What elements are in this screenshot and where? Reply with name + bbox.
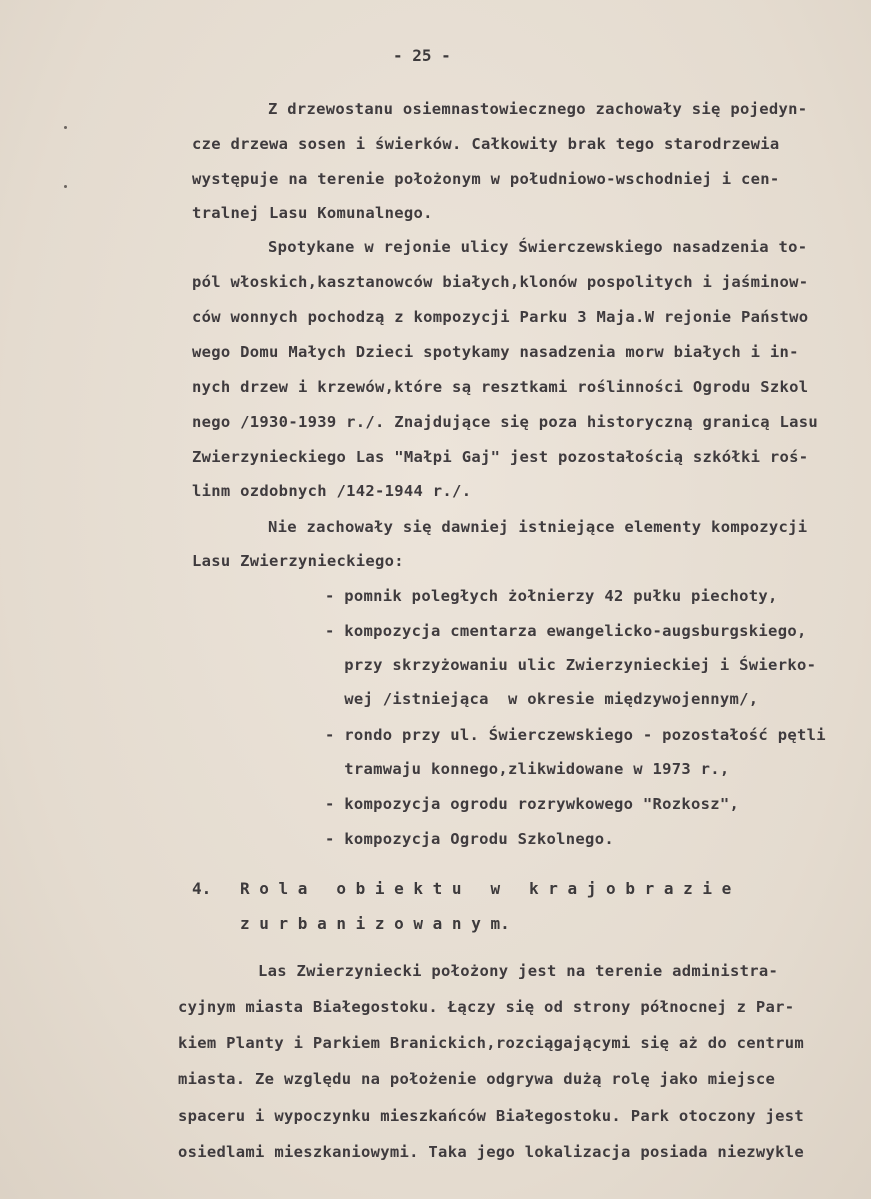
margin-mark <box>64 126 67 129</box>
text-line: występuje na terenie położonym w południowo-wschodniej i cen- <box>192 170 780 188</box>
text-line: wego Domu Małych Dzieci spotykamy nasadzenia morw białych i in- <box>192 343 799 361</box>
list-item: przy skrzyżowaniu ulic Zwierzynieckiej i Świerko- <box>325 656 817 674</box>
list-item: tramwaju konnego,zlikwidowane w 1973 r., <box>325 760 730 778</box>
text-line: Zwierzynieckiego Las "Małpi Gaj" jest pozostałością szkółki roś- <box>192 448 809 466</box>
margin-mark <box>64 185 67 188</box>
text-line: osiedlami mieszkaniowymi. Taka jego lokalizacja posiada niezwykle <box>178 1143 805 1161</box>
list-item: - kompozycja ogrodu rozrywkowego "Rozkosz", <box>325 795 740 813</box>
list-item: - pomnik poległych żołnierzy 42 pułku piechoty, <box>325 587 778 605</box>
text-line: Lasu Zwierzynieckiego: <box>192 552 404 570</box>
section-title-continued: z u r b a n i z o w a n y m. <box>240 914 510 933</box>
text-line: Las Zwierzyniecki położony jest na terenie administra- <box>258 962 779 980</box>
section-number: 4. <box>192 879 212 898</box>
list-item: - kompozycja Ogrodu Szkolnego. <box>325 830 614 848</box>
text-line: cyjnym miasta Białegostoku. Łączy się od strony północnej z Par- <box>178 998 795 1016</box>
text-line: cze drzewa sosen i świerków. Całkowity brak tego starodrzewia <box>192 135 780 153</box>
text-line: spaceru i wypoczynku mieszkańców Białegostoku. Park otoczony jest <box>178 1107 805 1125</box>
list-item: - rondo przy ul. Świerczewskiego - pozostałość pętli <box>325 726 826 744</box>
list-item: wej /istniejąca w okresie międzywojennym/, <box>325 690 759 708</box>
text-line: nego /1930-1939 r./. Znajdujące się poza historyczną granicą Lasu <box>192 413 819 431</box>
text-line: Nie zachowały się dawniej istniejące elementy kompozycji <box>268 518 808 536</box>
text-line: Z drzewostanu osiemnastowiecznego zachowały się pojedyn- <box>268 100 808 118</box>
text-line: pól włoskich,kasztanowców białych,klonów pospolitych i jaśminow- <box>192 273 809 291</box>
text-line: kiem Planty i Parkiem Branickich,rozciągającymi się aż do centrum <box>178 1034 805 1052</box>
text-line: ców wonnych pochodzą z kompozycji Parku 3 Maja.W rejonie Państwo <box>192 308 809 326</box>
text-line: miasta. Ze względu na położenie odgrywa dużą rolę jako miejsce <box>178 1070 776 1088</box>
text-line: linm ozdobnych /142-1944 r./. <box>192 482 472 500</box>
text-line: tralnej Lasu Komunalnego. <box>192 204 433 222</box>
page-number: - 25 - <box>393 46 451 65</box>
section-title: R o l a o b i e k t u w k r a j o b r a z i e <box>240 879 732 898</box>
text-line: nych drzew i krzewów,które są resztkami roślinności Ogrodu Szkol <box>192 378 809 396</box>
text-line: Spotykane w rejonie ulicy Świerczewskiego nasadzenia to- <box>268 238 808 256</box>
list-item: - kompozycja cmentarza ewangelicko-augsburgskiego, <box>325 622 807 640</box>
